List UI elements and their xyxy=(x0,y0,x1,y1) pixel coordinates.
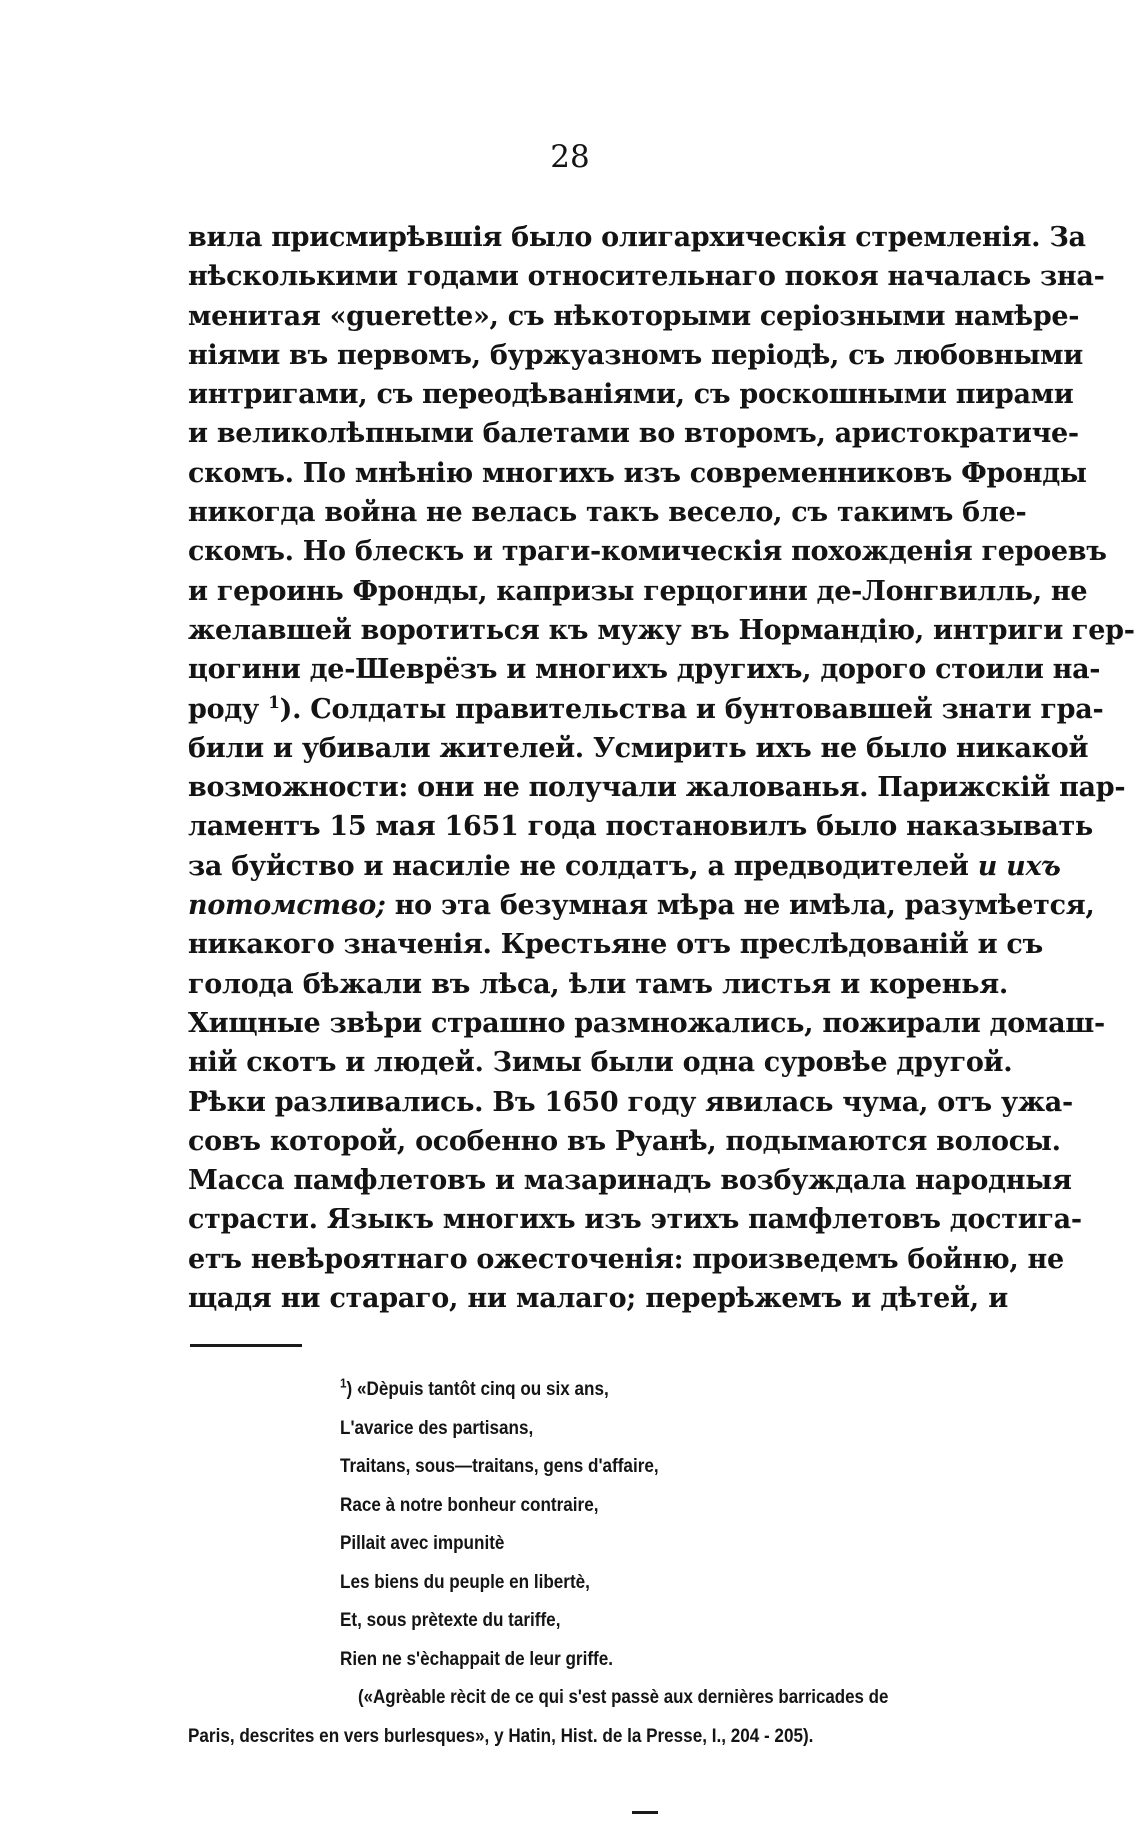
text-line: никакого значенія. Крестьяне отъ преслѣдованій и съ xyxy=(188,929,1043,961)
bottom-dash xyxy=(632,1811,658,1814)
main-text xyxy=(188,218,1135,1318)
text-fragment: но эта безумная мѣра не имѣла, разумѣется, xyxy=(385,890,1095,922)
text-line xyxy=(188,886,1095,925)
text-line: желавшей воротиться къ мужу въ Нормандію, интриги гер- xyxy=(188,614,1135,646)
text-line: щадя ни стараго, ни малаго; перерѣжемъ и дѣтей, и xyxy=(188,1283,1008,1315)
footnote-poem-line: Traitans, sous—traitans, gens d'affaire, xyxy=(340,1456,659,1477)
footnote-source-line: Paris, descrites en vers burlesques», y Hatin, Hist. de la Presse, I., 204 - 205). xyxy=(188,1725,814,1747)
text-line: возможности: они не получали жалованья. Парижскій пар- xyxy=(188,772,1126,804)
footnote-poem-line: Race à notre bonheur contraire, xyxy=(340,1494,599,1516)
footnote-poem-line: Pillait avec impunitè xyxy=(340,1533,505,1554)
text-line: ніями въ первомъ, буржуазномъ періодѣ, съ любовными xyxy=(188,339,1083,371)
text-line: совъ которой, особенно въ Руанѣ, подымаются волосы. xyxy=(188,1125,1061,1157)
text-line: скомъ. Но блескъ и траги-комическія похожденія героевъ xyxy=(188,536,1107,568)
text-line: етъ невѣроятнаго ожесточенія: произведемъ бойню, не xyxy=(188,1243,1064,1275)
text-line: скомъ. По мнѣнію многихъ изъ современниковъ Фронды xyxy=(188,457,1087,489)
text-line: Масса памфлетовъ и мазаринадъ возбуждала народныя xyxy=(188,1165,1072,1197)
text-line: и великолѣпными балетами во второмъ, аристократиче- xyxy=(188,418,1079,450)
text-line: били и убивали жителей. Усмирить ихъ не было никакой xyxy=(188,732,1089,764)
footnote-poem-line: L'avarice des partisans, xyxy=(340,1417,534,1439)
italic-fragment: потомство; xyxy=(188,890,386,922)
page-number: 28 xyxy=(550,139,590,175)
text-line: цогини де-Шеврёзъ и многихъ другихъ, дорого стоили на- xyxy=(188,654,1101,686)
text-line: нѣсколькими годами относительнаго покоя началась зна- xyxy=(188,261,1105,293)
text-line: ній скотъ и людей. Зимы были одна суровѣе другой. xyxy=(188,1047,1013,1079)
text-line: страсти. Языкъ многихъ изъ этихъ памфлетовъ достига- xyxy=(188,1204,1082,1236)
text-line: голода бѣжали въ лѣса, ѣли тамъ листья и коренья. xyxy=(188,968,1008,1000)
text-line: вила присмирѣвшія было олигархическія стремленія. За xyxy=(188,222,1086,253)
text-line: ламентъ 15 мая 1651 года постановилъ было наказывать xyxy=(188,811,1093,843)
text-fragment: за буйство и насиліе не солдатъ, а предводителей xyxy=(188,850,978,882)
italic-fragment: и ихъ xyxy=(977,850,1061,882)
footnote-poem-line xyxy=(340,1371,948,1410)
text-line: интригами, съ переодѣваніями, съ роскошными пирами xyxy=(188,379,1074,411)
text-fragment: ) «Dèpuis tantôt cinq ou six ans, xyxy=(346,1379,609,1400)
text-line xyxy=(188,847,1061,886)
text-line: и героинь Фронды, капризы герцогини де-Лонгвилль, не xyxy=(188,575,1088,607)
text-fragment: роду xyxy=(188,693,269,725)
footnote-poem-line: Les biens du peuple en libertè, xyxy=(340,1571,590,1593)
footnote-source-line: («Agrèable rècit de ce qui s'est passè aux dernières barricades de xyxy=(358,1687,889,1708)
text-fragment: ). Солдаты правительства и бунтовавшей знати гра- xyxy=(279,693,1104,725)
footnote-marker: 1 xyxy=(340,1375,347,1391)
footnote-divider xyxy=(190,1344,302,1347)
footnote xyxy=(188,1371,1016,1756)
footnote-poem-line: Rien ne s'èchappait de leur griffe. xyxy=(340,1648,613,1670)
footnote-reference: 1 xyxy=(268,692,280,713)
footnote-poem-line: Et, sous prètexte du tariffe, xyxy=(340,1610,561,1631)
text-line: менитая «guerette», съ нѣкоторыми серіозными намѣре- xyxy=(188,300,1080,332)
text-line-with-footnote-ref xyxy=(188,690,1104,729)
text-line: Рѣки разливались. Въ 1650 году явилась чума, отъ ужа- xyxy=(188,1086,1073,1118)
text-line: Хищные звѣри страшно размножались, пожирали домаш- xyxy=(188,1007,1105,1039)
text-line: никогда война не велась такъ весело, съ такимъ бле- xyxy=(188,497,1027,529)
